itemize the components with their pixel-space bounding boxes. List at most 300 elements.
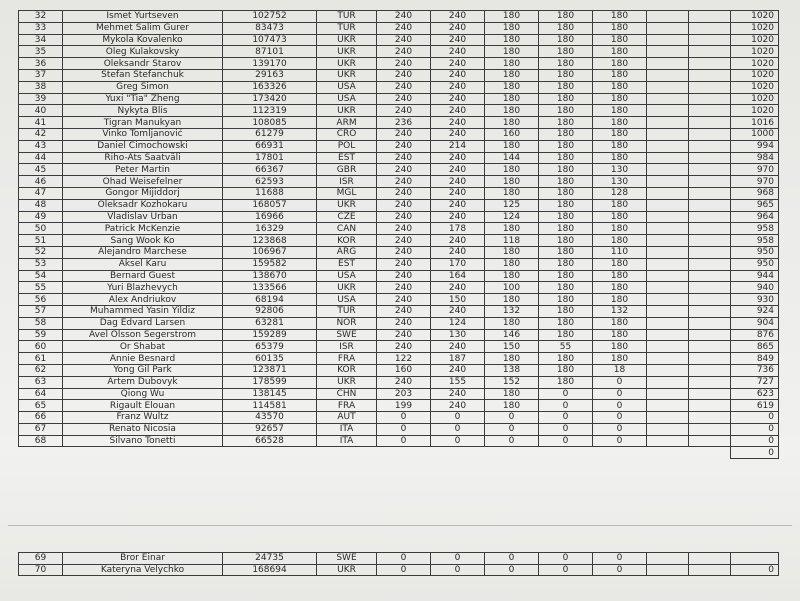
lift-3-cell: 0: [485, 564, 539, 576]
total-cell: 1020: [731, 58, 779, 70]
name-cell: Sang Wook Ko: [63, 235, 223, 247]
extra-2-cell: [689, 176, 731, 188]
lift-2-cell: 240: [431, 152, 485, 164]
total-cell: 940: [731, 282, 779, 294]
name-cell: Renato Nicosia: [63, 423, 223, 435]
name-cell: Oleksadr Kozhokaru: [63, 199, 223, 211]
total-cell: 1020: [731, 93, 779, 105]
lift-4-cell: 0: [539, 435, 593, 447]
lift-4-cell: 180: [539, 270, 593, 282]
rank-cell: 69: [19, 553, 63, 565]
country-cell: EST: [317, 152, 377, 164]
table-row: [19, 270, 779, 282]
name-cell: Qiong Wu: [63, 388, 223, 400]
name-cell: [63, 447, 223, 459]
lift-2-cell: 240: [431, 128, 485, 140]
rank-cell: 55: [19, 282, 63, 294]
extra-1-cell: [647, 223, 689, 235]
lift-1-cell: 240: [377, 341, 431, 353]
lift-4-cell: 0: [539, 553, 593, 565]
name-cell: Bernard Guest: [63, 270, 223, 282]
country-cell: AUT: [317, 412, 377, 424]
country-cell: CAN: [317, 223, 377, 235]
total-cell: 958: [731, 235, 779, 247]
table-row: [19, 34, 779, 46]
total-cell: 1020: [731, 22, 779, 34]
country-cell: SWE: [317, 553, 377, 565]
lift-5-cell: 180: [593, 93, 647, 105]
rank-cell: 45: [19, 164, 63, 176]
rank-cell: 67: [19, 423, 63, 435]
name-cell: Stefan Stefanchuk: [63, 69, 223, 81]
lift-3-cell: 150: [485, 341, 539, 353]
rank-cell: 36: [19, 58, 63, 70]
extra-2-cell: [689, 223, 731, 235]
lift-2-cell: 187: [431, 353, 485, 365]
extra-2-cell: [689, 152, 731, 164]
lift-1-cell: 240: [377, 81, 431, 93]
lift-5-cell: 0: [593, 388, 647, 400]
table-row: [19, 329, 779, 341]
lift-1-cell: 240: [377, 258, 431, 270]
name-cell: Kateryna Velychko: [63, 564, 223, 576]
extra-1-cell: [647, 282, 689, 294]
rank-cell: 40: [19, 105, 63, 117]
rank-cell: 41: [19, 117, 63, 129]
lift-2-cell: 0: [431, 412, 485, 424]
table-row: [19, 199, 779, 211]
lift-2-cell: 240: [431, 199, 485, 211]
lift-4-cell: 180: [539, 140, 593, 152]
lift-5-cell: 180: [593, 128, 647, 140]
lift-5-cell: 180: [593, 152, 647, 164]
lift-4-cell: 180: [539, 282, 593, 294]
lift-5-cell: 180: [593, 11, 647, 23]
lift-2-cell: 170: [431, 258, 485, 270]
extra-2-cell: [689, 294, 731, 306]
rank-cell: 32: [19, 11, 63, 23]
extra-2-cell: [689, 46, 731, 58]
lift-3-cell: 180: [485, 400, 539, 412]
table-row: [19, 223, 779, 235]
rank-cell: [19, 447, 63, 459]
country-cell: TUR: [317, 11, 377, 23]
name-cell: Or Shabat: [63, 341, 223, 353]
extra-2-cell: [689, 199, 731, 211]
id-cell: 17801: [223, 152, 317, 164]
extra-2-cell: [689, 164, 731, 176]
rank-cell: 54: [19, 270, 63, 282]
table-row: [19, 11, 779, 23]
extra-1-cell: [647, 187, 689, 199]
table-row: [19, 353, 779, 365]
extra-1-cell: [647, 128, 689, 140]
total-cell: 970: [731, 176, 779, 188]
lift-5-cell: 132: [593, 305, 647, 317]
total-cell: 1016: [731, 117, 779, 129]
id-cell: 87101: [223, 46, 317, 58]
lift-2-cell: 240: [431, 400, 485, 412]
name-cell: Nykyta Blis: [63, 105, 223, 117]
extra-2-cell: [689, 329, 731, 341]
total-cell: 0: [731, 423, 779, 435]
extra-1-cell: [647, 305, 689, 317]
id-cell: 92657: [223, 423, 317, 435]
lift-1-cell: 240: [377, 22, 431, 34]
id-cell: 159582: [223, 258, 317, 270]
rank-cell: 39: [19, 93, 63, 105]
total-cell: 0: [731, 447, 779, 459]
extra-2-cell: [689, 81, 731, 93]
total-cell: 930: [731, 294, 779, 306]
extra-1-cell: [647, 152, 689, 164]
table-row: [19, 152, 779, 164]
lift-2-cell: 240: [431, 105, 485, 117]
lift-2-cell: 240: [431, 341, 485, 353]
extra-2-cell: [689, 282, 731, 294]
id-cell: 168057: [223, 199, 317, 211]
name-cell: Ismet Yurtseven: [63, 11, 223, 23]
lift-3-cell: 138: [485, 364, 539, 376]
name-cell: Yong Gil Park: [63, 364, 223, 376]
lift-4-cell: 180: [539, 117, 593, 129]
lift-1-cell: 240: [377, 329, 431, 341]
lift-1-cell: 240: [377, 46, 431, 58]
name-cell: Daniel Cimochowski: [63, 140, 223, 152]
rank-cell: 68: [19, 435, 63, 447]
lift-2-cell: 0: [431, 564, 485, 576]
lift-4-cell: 55: [539, 341, 593, 353]
table-row: [19, 376, 779, 388]
extra-2-cell: [689, 93, 731, 105]
total-cell: 619: [731, 400, 779, 412]
extra-2-cell: [689, 211, 731, 223]
lift-1-cell: 0: [377, 412, 431, 424]
name-cell: Gongor Mijiddorj: [63, 187, 223, 199]
id-cell: 112319: [223, 105, 317, 117]
total-cell: 849: [731, 353, 779, 365]
extra-2-cell: [689, 564, 731, 576]
lift-5-cell: 18: [593, 364, 647, 376]
lift-5-cell: 0: [593, 412, 647, 424]
extra-2-cell: [689, 364, 731, 376]
total-cell: 0: [731, 564, 779, 576]
lift-3-cell: 180: [485, 34, 539, 46]
country-cell: TUR: [317, 305, 377, 317]
lift-1-cell: 236: [377, 117, 431, 129]
rank-cell: 60: [19, 341, 63, 353]
rank-cell: 59: [19, 329, 63, 341]
total-cell: 904: [731, 317, 779, 329]
id-cell: 139170: [223, 58, 317, 70]
results-table: [18, 10, 779, 459]
lift-1-cell: 240: [377, 93, 431, 105]
lift-2-cell: 240: [431, 81, 485, 93]
lift-3-cell: 132: [485, 305, 539, 317]
lift-2-cell: 0: [431, 435, 485, 447]
total-cell: 958: [731, 223, 779, 235]
id-cell: 60135: [223, 353, 317, 365]
lift-2-cell: 240: [431, 364, 485, 376]
lift-2-cell: 240: [431, 46, 485, 58]
lift-4-cell: 180: [539, 93, 593, 105]
lift-1-cell: 122: [377, 353, 431, 365]
lift-3-cell: 0: [485, 423, 539, 435]
table-row: [19, 400, 779, 412]
extra-1-cell: [647, 176, 689, 188]
lift-1-cell: 240: [377, 105, 431, 117]
extra-2-cell: [689, 305, 731, 317]
lift-5-cell: 0: [593, 553, 647, 565]
lift-3-cell: 180: [485, 223, 539, 235]
lift-4-cell: 180: [539, 34, 593, 46]
lift-1-cell: 0: [377, 564, 431, 576]
name-cell: Alex Andriukov: [63, 294, 223, 306]
lift-5-cell: 180: [593, 22, 647, 34]
total-cell: 1020: [731, 46, 779, 58]
lift-4-cell: 180: [539, 81, 593, 93]
rank-cell: 42: [19, 128, 63, 140]
name-cell: Vinko Tomljanović: [63, 128, 223, 140]
lift-2-cell: 240: [431, 69, 485, 81]
table-row: [19, 258, 779, 270]
lift-4-cell: 180: [539, 353, 593, 365]
lift-1-cell: 240: [377, 11, 431, 23]
total-cell: 0: [731, 435, 779, 447]
lift-3-cell: 152: [485, 376, 539, 388]
lift-3-cell: 180: [485, 93, 539, 105]
country-cell: NOR: [317, 317, 377, 329]
lift-4-cell: [539, 447, 593, 459]
extra-1-cell: [647, 341, 689, 353]
rank-cell: 64: [19, 388, 63, 400]
rank-cell: 63: [19, 376, 63, 388]
name-cell: Oleksandr Starov: [63, 58, 223, 70]
extra-1-cell: [647, 117, 689, 129]
id-cell: [223, 447, 317, 459]
lift-5-cell: 0: [593, 376, 647, 388]
name-cell: Ohad Weisefelner: [63, 176, 223, 188]
extra-2-cell: [689, 69, 731, 81]
table-row: [19, 128, 779, 140]
lift-1-cell: 240: [377, 187, 431, 199]
table-row: [19, 341, 779, 353]
name-cell: Muhammed Yasin Yildiz: [63, 305, 223, 317]
name-cell: Avel Olsson Segerstrom: [63, 329, 223, 341]
name-cell: Oleg Kulakovsky: [63, 46, 223, 58]
name-cell: Vladislav Urban: [63, 211, 223, 223]
lift-4-cell: 0: [539, 388, 593, 400]
lift-2-cell: 240: [431, 388, 485, 400]
id-cell: 63281: [223, 317, 317, 329]
lift-5-cell: 0: [593, 400, 647, 412]
lift-1-cell: 240: [377, 223, 431, 235]
rank-cell: 66: [19, 412, 63, 424]
extra-1-cell: [647, 329, 689, 341]
table-row: [19, 187, 779, 199]
lift-2-cell: 155: [431, 376, 485, 388]
table-row: [19, 46, 779, 58]
extra-1-cell: [647, 58, 689, 70]
lift-3-cell: 124: [485, 211, 539, 223]
total-cell: 1020: [731, 69, 779, 81]
extra-2-cell: [689, 58, 731, 70]
extra-2-cell: [689, 341, 731, 353]
lift-1-cell: 240: [377, 34, 431, 46]
total-cell: 970: [731, 164, 779, 176]
country-cell: ARM: [317, 117, 377, 129]
country-cell: UKR: [317, 564, 377, 576]
country-cell: UKR: [317, 199, 377, 211]
rank-cell: 43: [19, 140, 63, 152]
lift-4-cell: 180: [539, 376, 593, 388]
id-cell: 65379: [223, 341, 317, 353]
extra-2-cell: [689, 105, 731, 117]
country-cell: GBR: [317, 164, 377, 176]
id-cell: 11688: [223, 187, 317, 199]
country-cell: [317, 447, 377, 459]
lift-2-cell: 240: [431, 164, 485, 176]
name-cell: Aksel Karu: [63, 258, 223, 270]
lift-5-cell: 180: [593, 341, 647, 353]
extra-2-cell: [689, 11, 731, 23]
table-row: [19, 140, 779, 152]
extra-2-cell: [689, 34, 731, 46]
lift-1-cell: 240: [377, 128, 431, 140]
extra-1-cell: [647, 235, 689, 247]
id-cell: 102752: [223, 11, 317, 23]
country-cell: ITA: [317, 435, 377, 447]
extra-2-cell: [689, 400, 731, 412]
lift-2-cell: 240: [431, 282, 485, 294]
country-cell: UKR: [317, 34, 377, 46]
extra-1-cell: [647, 105, 689, 117]
results-table-continued-body: [19, 553, 779, 576]
lift-1-cell: 240: [377, 211, 431, 223]
lift-5-cell: 130: [593, 176, 647, 188]
rank-cell: 51: [19, 235, 63, 247]
lift-1-cell: 240: [377, 152, 431, 164]
extra-2-cell: [689, 388, 731, 400]
extra-1-cell: [647, 270, 689, 282]
extra-2-cell: [689, 246, 731, 258]
lift-3-cell: 180: [485, 164, 539, 176]
table-row: [19, 81, 779, 93]
lift-5-cell: 110: [593, 246, 647, 258]
rank-cell: 48: [19, 199, 63, 211]
lift-1-cell: 240: [377, 69, 431, 81]
name-cell: Artem Dubovyk: [63, 376, 223, 388]
lift-1-cell: 240: [377, 294, 431, 306]
lift-4-cell: 180: [539, 11, 593, 23]
extra-1-cell: [647, 140, 689, 152]
extra-2-cell: [689, 435, 731, 447]
extra-2-cell: [689, 553, 731, 565]
id-cell: 68194: [223, 294, 317, 306]
lift-5-cell: 180: [593, 258, 647, 270]
extra-1-cell: [647, 11, 689, 23]
id-cell: 92806: [223, 305, 317, 317]
country-cell: UKR: [317, 282, 377, 294]
total-cell: 1000: [731, 128, 779, 140]
lift-5-cell: 180: [593, 105, 647, 117]
lift-4-cell: 180: [539, 22, 593, 34]
lift-4-cell: 180: [539, 294, 593, 306]
id-cell: 159289: [223, 329, 317, 341]
table-row: [19, 305, 779, 317]
lift-3-cell: 180: [485, 187, 539, 199]
extra-2-cell: [689, 258, 731, 270]
lift-2-cell: 0: [431, 423, 485, 435]
extra-1-cell: [647, 423, 689, 435]
country-cell: UKR: [317, 69, 377, 81]
lift-3-cell: 180: [485, 270, 539, 282]
lift-5-cell: 0: [593, 564, 647, 576]
lift-3-cell: 0: [485, 435, 539, 447]
lift-3-cell: 180: [485, 353, 539, 365]
id-cell: 66367: [223, 164, 317, 176]
lift-5-cell: [593, 447, 647, 459]
lift-3-cell: 125: [485, 199, 539, 211]
total-cell: 865: [731, 341, 779, 353]
country-cell: KOR: [317, 235, 377, 247]
lift-5-cell: 180: [593, 81, 647, 93]
total-cell: 964: [731, 211, 779, 223]
lift-3-cell: 180: [485, 294, 539, 306]
id-cell: 66931: [223, 140, 317, 152]
country-cell: UKR: [317, 46, 377, 58]
lift-3-cell: 180: [485, 258, 539, 270]
country-cell: UKR: [317, 58, 377, 70]
lift-3-cell: 160: [485, 128, 539, 140]
name-cell: Tigran Manukyan: [63, 117, 223, 129]
lift-2-cell: 240: [431, 176, 485, 188]
table-row: [19, 388, 779, 400]
total-cell: 623: [731, 388, 779, 400]
id-cell: 66528: [223, 435, 317, 447]
table-row: [19, 447, 779, 459]
lift-3-cell: 0: [485, 412, 539, 424]
extra-2-cell: [689, 235, 731, 247]
table-row: [19, 423, 779, 435]
lift-1-cell: 0: [377, 423, 431, 435]
lift-2-cell: 240: [431, 235, 485, 247]
id-cell: 16966: [223, 211, 317, 223]
name-cell: Patrick McKenzie: [63, 223, 223, 235]
extra-1-cell: [647, 353, 689, 365]
extra-1-cell: [647, 211, 689, 223]
country-cell: CHN: [317, 388, 377, 400]
lift-4-cell: 180: [539, 364, 593, 376]
lift-5-cell: 180: [593, 235, 647, 247]
country-cell: POL: [317, 140, 377, 152]
name-cell: Dag Edvard Larsen: [63, 317, 223, 329]
lift-1-cell: [377, 447, 431, 459]
page-fold-divider: [8, 525, 792, 526]
lift-3-cell: 180: [485, 317, 539, 329]
lift-3-cell: 180: [485, 11, 539, 23]
extra-1-cell: [647, 93, 689, 105]
lift-3-cell: [485, 447, 539, 459]
table-row: [19, 58, 779, 70]
total-cell: [731, 553, 779, 565]
rank-cell: 65: [19, 400, 63, 412]
table-row: [19, 93, 779, 105]
extra-1-cell: [647, 412, 689, 424]
lift-1-cell: 199: [377, 400, 431, 412]
name-cell: Mykola Kovalenko: [63, 34, 223, 46]
id-cell: 114581: [223, 400, 317, 412]
